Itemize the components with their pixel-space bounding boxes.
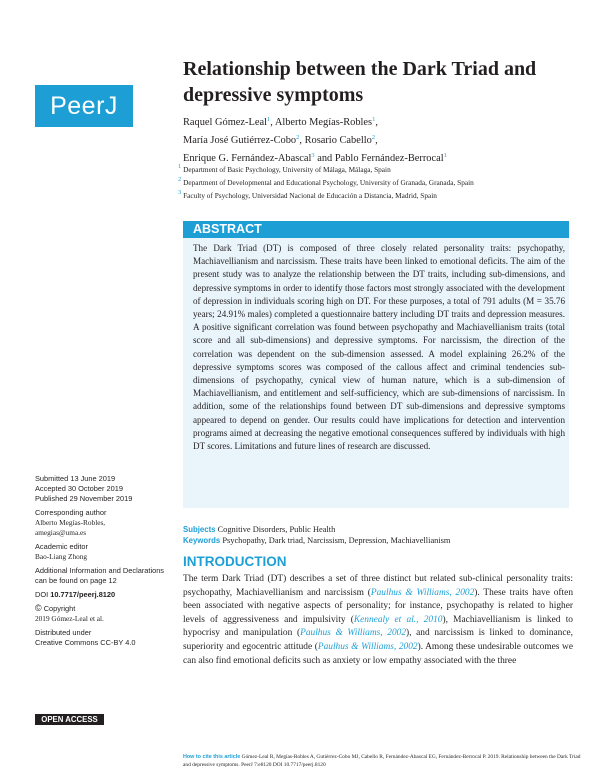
- how-to-cite-label: How to cite this article: [183, 754, 241, 760]
- author[interactable]: Enrique G. Fernández-Abascal$^3$: [183, 152, 315, 164]
- corresponding-author-label: Corresponding author: [35, 508, 107, 517]
- how-to-cite-text: Gómez-Leal R, Megías-Robles A, Gutiérrez-Cobo MJ, Cabello R, Fernández-Abascal EG, Fernández-Berrocal P. 2019. Relationship between the Dark Triad and depressive symptoms. PeerJ 7:e8120 DOI 10.7717/peerj.8120: [183, 754, 581, 768]
- author[interactable]: Rosario Cabello$^2$: [304, 134, 376, 146]
- affiliation: $^1$ Department of Basic Psychology, University of Málaga, Málaga, Spain: [178, 163, 391, 174]
- distributed-under: Distributed under: [35, 628, 92, 637]
- open-access-badge: OPEN ACCESS: [35, 714, 104, 725]
- introduction-text: The term Dark Triad (DT) describes a set of three distinct but related sub-clinical personality traits: psychopathy, Machiavellianism and narcissism (Paulhus & Williams, 2002). These traits have often been associated with negative aspects of personality; for instance, psychopathy is related to higher levels of aggressiveness and impulsivity (Kennealy et al., 2010), Machiavellianism is linked to hypocrisy and manipulation (Paulhus & Williams, 2002), and narcissism is linked to dominance, superiority and egocentric attitude (Paulhus & Williams, 2002). Among these undesirable outcomes we can also find emotional deficits such as anxiety or low empathy associated with the three: [183, 574, 574, 666]
- affiliation: $^3$ Faculty of Psychology, Universidad Nacional de Educación a Distancia, Madrid, Spain: [178, 189, 437, 201]
- copyright-label: Copyright: [43, 604, 76, 613]
- abstract-text: The Dark Triad (DT) is composed of three closely related personality traits: psychopathy, Machiavellianism and narcissism. These traits have been linked to emotional deficits. The aim of the present study was to analyze the relationship between the DT traits, including sub-dimensions, and depressive symptoms in order to identify those factors most strongly associated with the development of depression in individuals scoring high on DT. For these purposes, a total of 791 adults (M = 35.76 years; 24.91% males) completed a questionnaire battery including DT traits and depression measures. A positive significant correlation was found between psychopathy and Machiavellianism traits (total score and all sub-dimensions) and depressive symptoms. For narcissism, the direction of the correlation was dependent on the sub-dimension assessed. A model explaining 26.2% of the depressive symptoms scores was composed of the callous affect and criminal tendencies sub-dimensions of psychopathy, cynical view of human nature, which is a sub-dimension of Machiavellianism, and entitlement and self-sufficiency, which are sub-dimensions of narcissism. In addition, some of the relationships found between DT sub-dimensions and depressive symptoms appeared to depend on gender. Our results could have implications for detection and intervention programs aimed at decreasing the negative emotional consequences suffered by individuals with high DT scores. Limitations and future lines of research are discussed.: [193, 243, 565, 452]
- author-list: Raquel Gómez-Leal$^1$, Alberto Megías-Robles$^1$, María José Gutiérrez-Cobo$^2$, Rosario Cabello$^2$, Enrique G. Fernández-Abascal$^3$ and Pablo Fernández-Berrocal$^1$: [183, 116, 447, 164]
- additional-info-link[interactable]: Additional Information and Declarations can be found on page 12: [35, 566, 165, 585]
- subjects-label: Subjects: [183, 525, 216, 534]
- author[interactable]: Alberto Megías-Robles$^1$: [274, 116, 376, 128]
- affiliations: [178, 162, 578, 202]
- accepted-date: Accepted 30 October 2019: [35, 484, 123, 493]
- corresponding-email-link[interactable]: amegias@uma.es: [35, 528, 87, 537]
- citation-link[interactable]: Paulhus & Williams, 2002: [317, 641, 418, 652]
- subjects-keywords: [183, 524, 583, 546]
- article-sidebar: [35, 474, 170, 648]
- how-to-cite: [183, 753, 583, 769]
- peerj-logo: PeerJ: [35, 85, 133, 127]
- keywords-text: Psychopathy, Dark triad, Narcissism, Depression, Machiavellianism: [222, 536, 451, 545]
- citation-link[interactable]: Paulhus & Williams, 2002: [300, 628, 407, 639]
- subjects-text[interactable]: Cognitive Disorders, Public Health: [217, 525, 336, 534]
- published-date: Published 29 November 2019: [35, 494, 133, 503]
- abstract-heading: ABSTRACT: [183, 221, 569, 238]
- keywords-label: Keywords: [183, 536, 221, 545]
- citation-link[interactable]: Paulhus & Williams, 2002: [370, 587, 475, 598]
- license-link[interactable]: Creative Commons CC-BY 4.0: [35, 638, 136, 647]
- academic-editor-name: Bao-Liang Zhong: [35, 552, 88, 561]
- author[interactable]: Raquel Gómez-Leal$^1$: [183, 116, 271, 128]
- author[interactable]: Pablo Fernández-Berrocal$^1$: [334, 152, 447, 164]
- author[interactable]: María José Gutiérrez-Cobo$^2$: [183, 134, 300, 146]
- copyright-text: 2019 Gómez-Leal et al.: [35, 614, 104, 623]
- submitted-date: Submitted 13 June 2019: [35, 474, 116, 483]
- introduction-heading: INTRODUCTION: [183, 554, 287, 569]
- corresponding-author-name: Alberto Megías-Robles,: [35, 518, 106, 527]
- article-title: Relationship between the Dark Triad and depressive symptoms: [183, 58, 537, 106]
- academic-editor-label: Academic editor: [35, 542, 88, 551]
- citation-link[interactable]: Kennealy et al., 2010: [353, 614, 443, 625]
- doi-link[interactable]: 10.7717/peerj.8120: [50, 590, 116, 599]
- affiliation: $^2$ Department of Developmental and Educational Psychology, University of Granada, Granada, Spain: [178, 176, 474, 188]
- copyright-icon: ©: [35, 603, 42, 613]
- doi-label: DOI: [35, 590, 49, 599]
